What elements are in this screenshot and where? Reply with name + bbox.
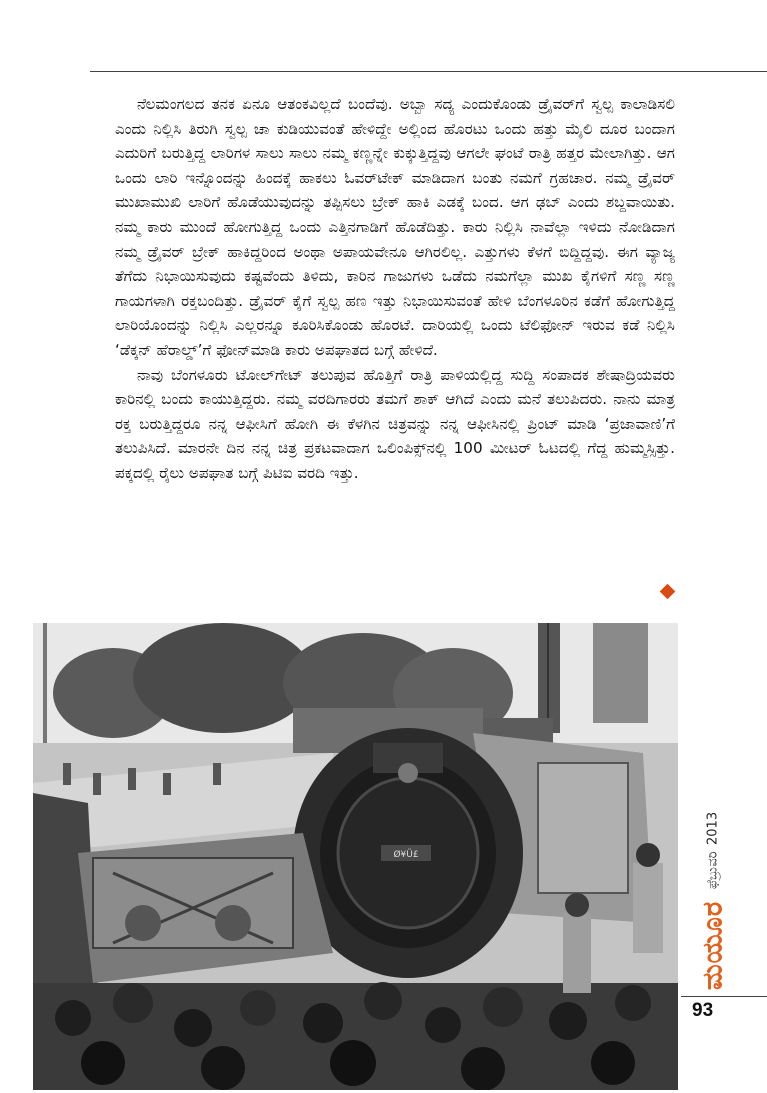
- end-of-article-diamond-icon: [660, 584, 676, 600]
- magazine-masthead: [681, 700, 745, 990]
- issue-month: ಫೆಬ್ರುವರಿ: [705, 851, 721, 889]
- train-accident-photo: [33, 623, 678, 1090]
- article-paragraph-1: ನೆಲಮಂಗಲದ ತನಕ ಏನೂ ಆತಂಕವಿಲ್ಲದೆ ಬಂದೆವು. ಅಬ್ಬಾ ಸದ್ಯ ಎಂದುಕೊಂಡು ಡ್ರೈವರ್‌ಗೆ ಸ್ವಲ್ಪ ಕಾಲಾಡಿಸಲಿ ಎಂದು ನಿಲ್ಲಿಸಿ ತಿರುಗಿ ಸ್ವಲ್ಪ ಚಾ ಕುಡಿಯುವಂತೆ ಹೇಳಿದ್ದೇ ಅಲ್ಲಿಂದ ಹೊರಟು ಒಂದು ಹತ್ತು ಮೈಲಿ ದೂರ ಬಂದಾಗ ಎದುರಿಗೆ ಬರುತ್ತಿದ್ದ ಲಾರಿಗಳ ಸಾಲು ಸಾಲು ನಮ್ಮ ಕಣ್ಣನ್ನೇ ಕುಕ್ಕುತ್ತಿದ್ದವು ಆಗಲೇ ಘಂಟೆ ರಾತ್ರಿ ಹತ್ತರ ಮೇಲಾಗಿತ್ತು. ಆಗ ಒಂದು ಲಾರಿ ಇನ್ನೊಂದನ್ನು ಹಿಂದಕ್ಕೆ ಹಾಕಲು ಓವರ್‌ಟೇಕ್ ಮಾಡಿದಾಗ ಬಂತು ನಮಗೆ ಗ್ರಹಚಾರ. ನಮ್ಮ ಡ್ರೈವರ್ ಮುಖಾಮುಖಿ ಲಾರಿಗೆ ಹೊಡೆಯುವುದನ್ನು ತಪ್ಪಿಸಲು ಬ್ರೇಕ್ ಹಾಕಿ ಎಡಕ್ಕೆ ಬಂದ. ಆಗ ಢಬ್ ಎಂದು ಶಬ್ದವಾಯಿತು. ನಮ್ಮ ಕಾರು ಮುಂದೆ ಹೋಗುತ್ತಿದ್ದ ಒಂದು ಎತ್ತಿನಗಾಡಿಗೆ ಹೊಡೆದಿತ್ತು. ಕಾರು ನಿಲ್ಲಿಸಿ ನಾವೆಲ್ಲಾ ಇಳಿದು ನೋಡಿದಾಗ ನಮ್ಮ ಡ್ರೈವರ್ ಬ್ರೇಕ್ ಹಾಕಿದ್ದರಿಂದ ಅಂಥಾ ಅಪಾಯವೇನೂ ಆಗಿರಲಿಲ್ಲ. ಎತ್ತುಗಳು ಕೆಳಗೆ ಬಿದ್ದಿದ್ದವು. ಈಗ ವ್ಯಾಜ್ಯ ತೆಗೆದು ನಿಭಾಯಿಸುವುದು ಕಷ್ಟವೆಂದು ತಿಳಿದು, ಕಾರಿನ ಗಾಜುಗಳು ಒಡೆದು ನಮಗೆಲ್ಲಾ ಮುಖ ಕೈಗಳಿಗೆ ಸಣ್ಣ ಸಣ್ಣ ಗಾಯಗಳಾಗಿ ರಕ್ತಬಂದಿತ್ತು. ಡ್ರೈವರ್ ಕೈಗೆ ಸ್ವಲ್ಪ ಹಣ ಇತ್ತು ನಿಭಾಯಿಸುವಂತೆ ಹೇಳಿ ಬೆಂಗಳೂರಿನ ಕಡೆಗೆ ಹೋಗುತ್ತಿದ್ದ ಲಾರಿಯೊಂದನ್ನು ನಿಲ್ಲಿಸಿ ಎಲ್ಲರನ್ನೂ ಕೂರಿಸಿಕೊಂಡು ಹೊರಟೆ. ದಾರಿಯಲ್ಲಿ ಒಂದು ಟೆಲಿಫೋನ್ ಇರುವ ಕಡೆ ನಿಲ್ಲಿಸಿ ‘ಡೆಕ್ಕನ್ ಹೆರಾಲ್ಡ್’ಗೆ ಫೋನ್‌ಮಾಡಿ ಕಾರು ಅಪಘಾತದ ಬಗ್ಗೆ ಹೇಳಿದೆ.: [115, 95, 675, 359]
- page-number: 93: [692, 1000, 714, 1021]
- page-number-rule: [681, 996, 767, 997]
- engine-number-plate: Ø¥Ü£: [393, 850, 419, 860]
- article-body: [115, 92, 675, 486]
- top-rule: [90, 71, 767, 72]
- article-paragraph-2: ನಾವು ಬೆಂಗಳೂರು ಟೋಲ್‌ಗೇಟ್ ತಲುಪುವ ಹೊತ್ತಿಗೆ ರಾತ್ರಿ ಪಾಳಿಯಲ್ಲಿದ್ದ ಸುದ್ದಿ ಸಂಪಾದಕ ಶೇಷಾದ್ರಿಯವರು ಕಾರಿನಲ್ಲಿ ಬಂದು ಕಾಯುತ್ತಿದ್ದರು. ನಮ್ಮ ವರದಿಗಾರರು ತಮಗೆ ಶಾಕ್ ಆಗಿದೆ ಎಂದು ಮನೆ ತಲುಪಿದರು. ನಾನು ಮಾತ್ರ ರಕ್ತ ಬರುತ್ತಿದ್ದರೂ ನನ್ನ ಆಫೀಸಿಗೆ ಹೋಗಿ ಈ ಕೆಳಗಿನ ಚಿತ್ರವನ್ನು ನನ್ನ ಆಫೀಸಿನಲ್ಲಿ ಪ್ರಿಂಟ್ ಮಾಡಿ ‘ಪ್ರಜಾವಾಣಿ’ಗೆ ತಲುಪಿಸಿದೆ. ಮಾರನೇ ದಿನ ನನ್ನ ಚಿತ್ರ ಪ್ರಕಟವಾದಾಗ ಒಲಿಂಪಿಕ್ಸ್‌ನಲ್ಲಿ 100 ಮೀಟರ್ ಓಟದಲ್ಲಿ ಗೆದ್ದ ಹುಮ್ಮಸ್ಸಿತ್ತು. ಪಕ್ಕದಲ್ಲಿ ರೈಲು ಅಪಘಾತ ಬಗ್ಗೆ ಪಿಟಿಐ ವರದಿ ಇತ್ತು.: [115, 365, 675, 482]
- issue-year: 2013: [705, 812, 721, 846]
- magazine-logo: ಮಯೂರ: [697, 900, 729, 990]
